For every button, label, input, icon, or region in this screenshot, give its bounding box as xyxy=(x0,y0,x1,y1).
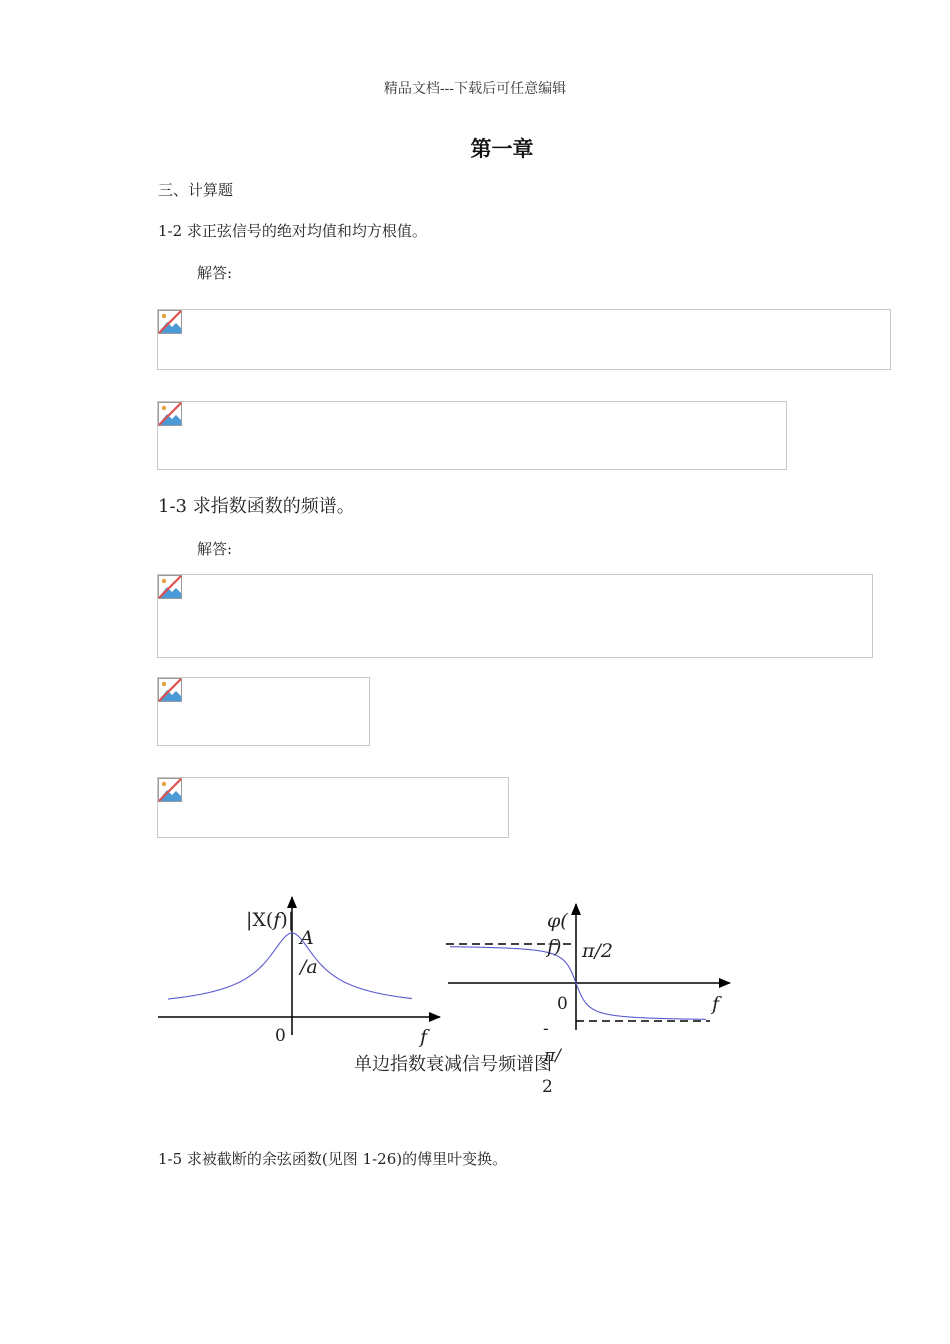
magnitude-y-label: |X(f)| xyxy=(246,909,295,931)
phase-bottom-label-a: - xyxy=(543,1019,549,1039)
phase-bottom-label-c: 2 xyxy=(542,1077,553,1097)
figure-caption: 单边指数衰减信号频谱图 xyxy=(354,1054,552,1075)
spectrum-diagram xyxy=(150,880,750,1110)
formula-image-4 xyxy=(157,677,370,746)
formula-image-3 xyxy=(157,574,873,658)
peak-label-a-over: /a xyxy=(300,956,318,978)
broken-image-icon xyxy=(158,402,182,426)
magnitude-x-label: f xyxy=(420,1026,428,1048)
problem-1-3: 1-3 求指数函数的频谱。 xyxy=(158,496,355,517)
problem-1-2: 1-2 求正弦信号的绝对均值和均方根值。 xyxy=(158,222,427,240)
broken-image-icon xyxy=(158,678,182,702)
magnitude-curve xyxy=(168,933,412,999)
magnitude-origin: 0 xyxy=(275,1026,286,1046)
peak-label-a: A xyxy=(300,927,314,949)
answer-label: 解答: xyxy=(197,264,233,282)
problem-1-5: 1-5 求被截断的余弦函数(见图 1-26)的傅里叶变换。 xyxy=(158,1150,508,1168)
page-header: 精品文档---下载后可任意编辑 xyxy=(383,81,567,97)
phase-x-label: f xyxy=(712,993,720,1015)
formula-image-2 xyxy=(157,401,787,470)
section-heading: 三、计算题 xyxy=(158,181,234,199)
phase-y-label-a: φ( xyxy=(547,910,568,932)
broken-image-icon xyxy=(158,310,182,334)
chapter-title: 第一章 xyxy=(470,137,534,161)
formula-image-5 xyxy=(157,777,509,838)
phase-top-label: π/2 xyxy=(582,940,613,962)
phase-y-label-b: f) xyxy=(547,936,562,958)
magnitude-plot xyxy=(158,897,440,1048)
spectrum-figure xyxy=(150,880,750,1110)
formula-image-1 xyxy=(157,309,891,370)
broken-image-icon xyxy=(158,778,182,802)
broken-image-icon xyxy=(158,575,182,599)
phase-origin: 0 xyxy=(557,994,568,1014)
answer-label: 解答: xyxy=(197,540,233,558)
phase-bottom-label-b: π/ xyxy=(544,1046,561,1066)
